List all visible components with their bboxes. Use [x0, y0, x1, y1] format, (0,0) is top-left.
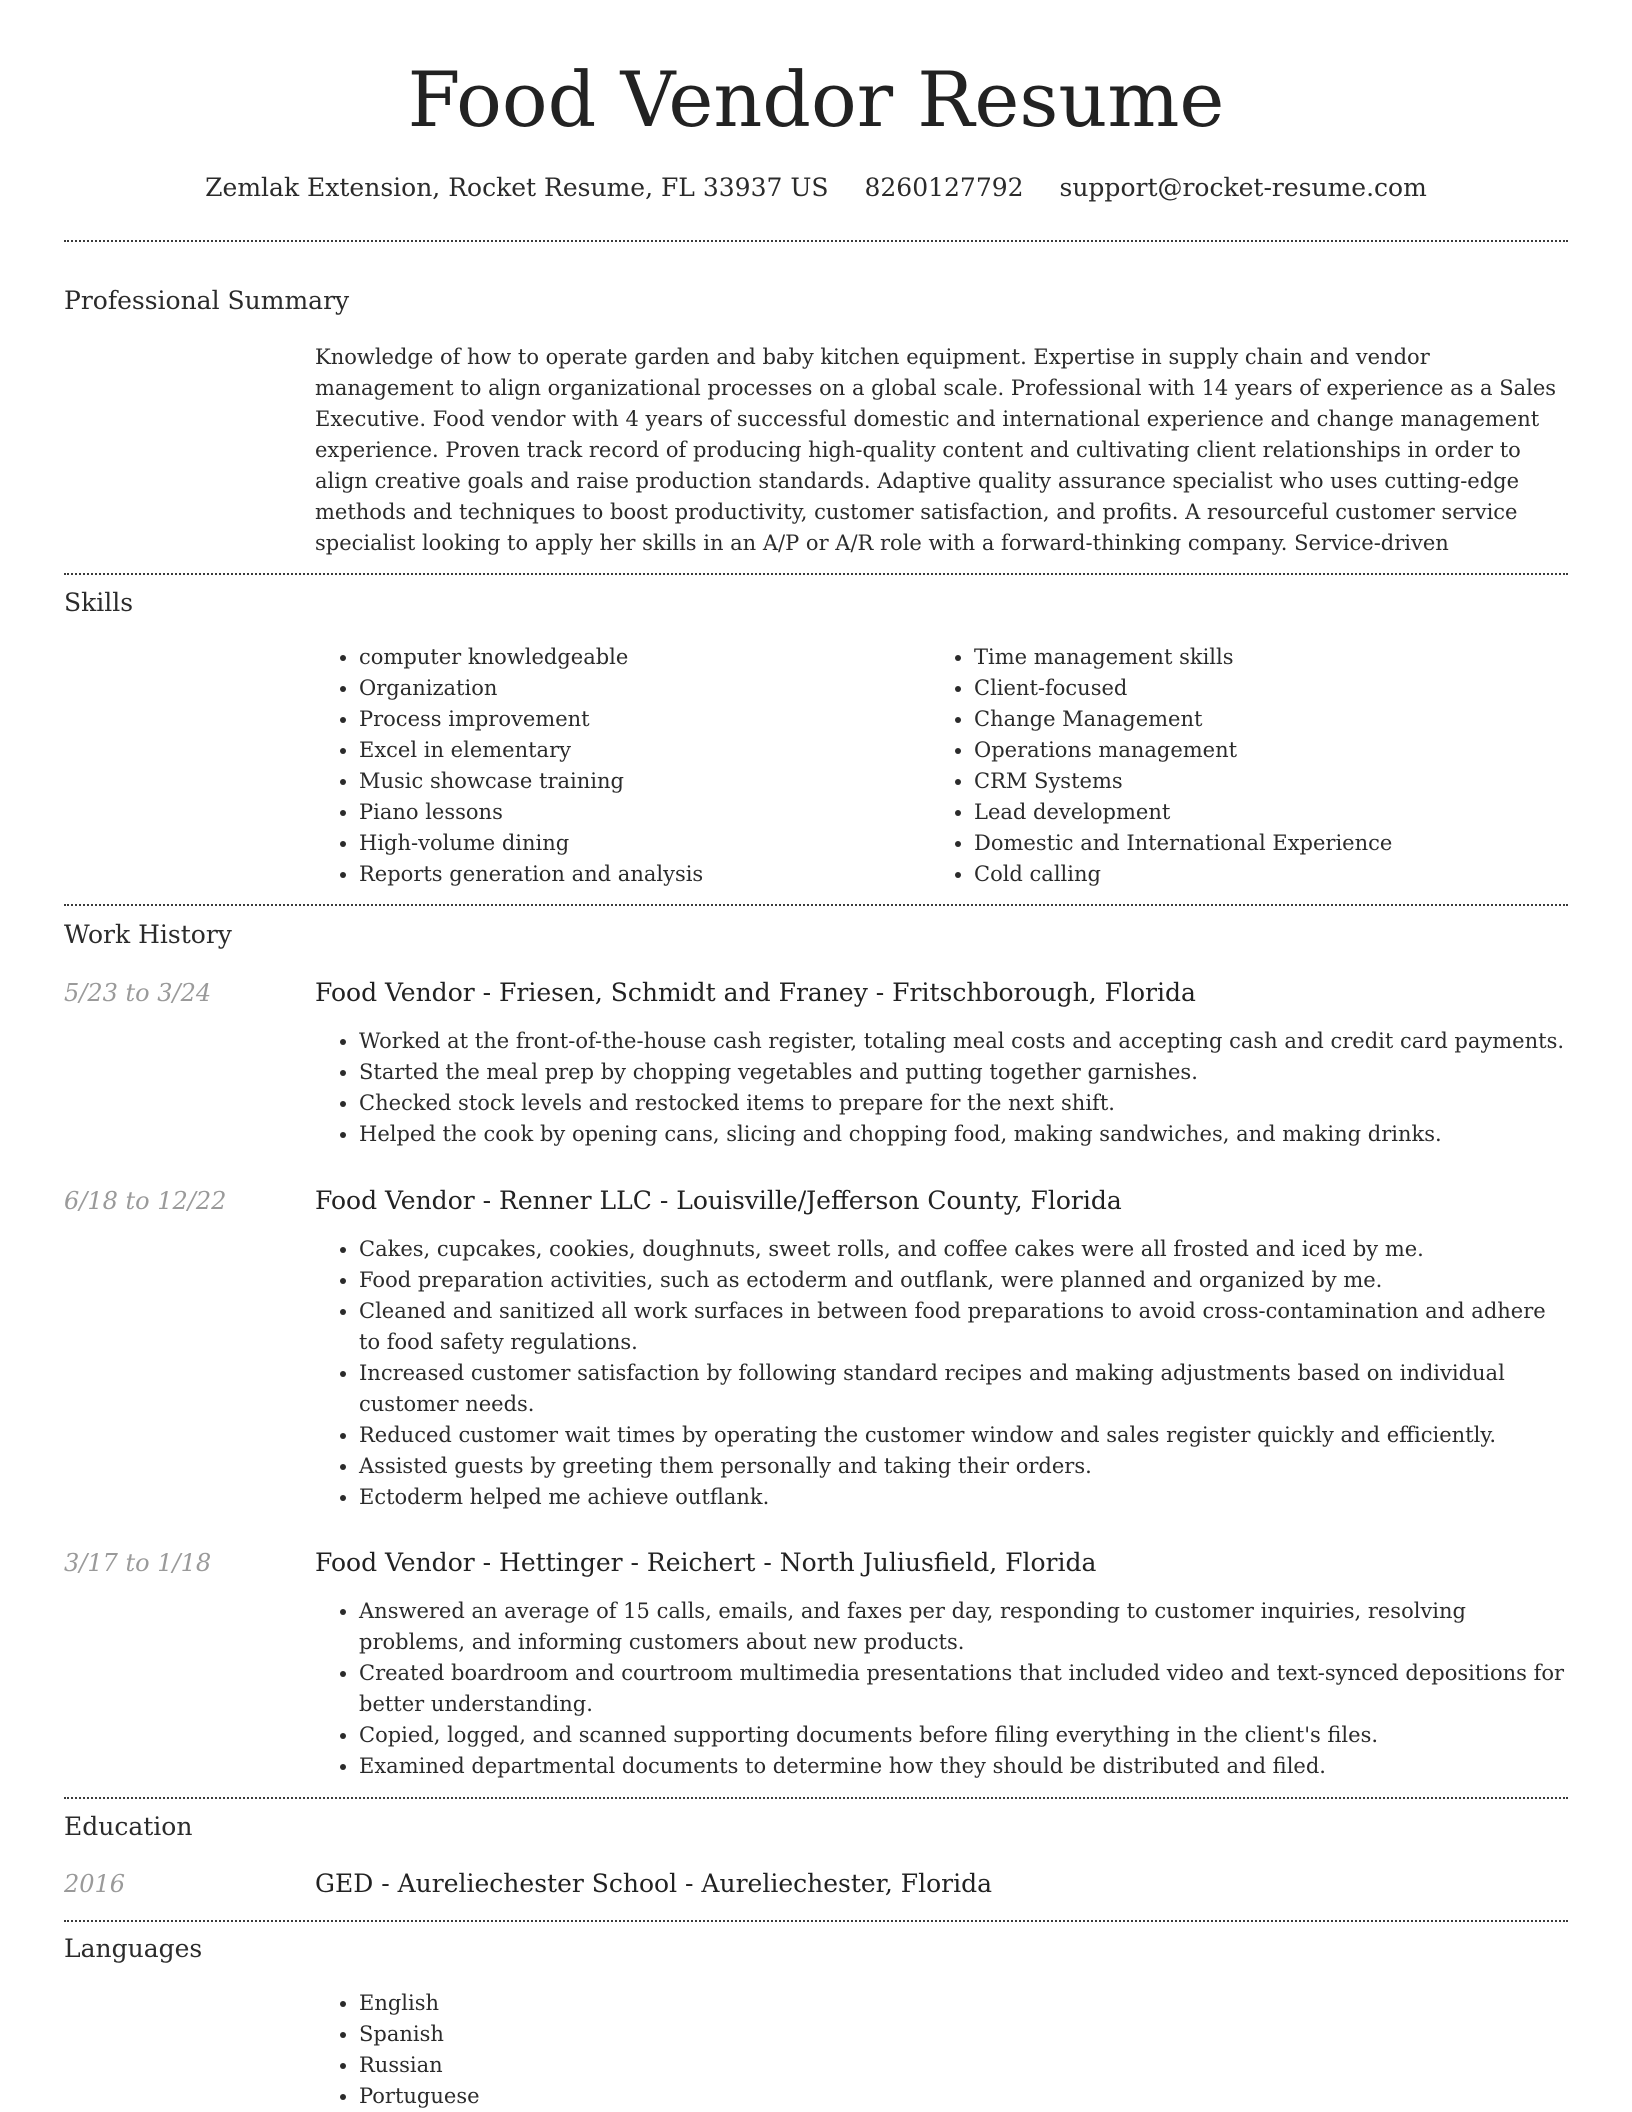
contact-email: support@rocket-resume.com	[1059, 173, 1427, 202]
section-title-languages: Languages	[64, 1934, 203, 1963]
list-item: • Ectoderm helped me achieve outflank.	[359, 1482, 1569, 1513]
list-item: • Russian	[359, 2050, 959, 2081]
job-bullets	[315, 1234, 1569, 1513]
skills-list-right	[930, 642, 1594, 890]
section-title-skills: Skills	[64, 588, 134, 617]
job-bullets	[315, 1596, 1569, 1782]
list-item: • Cakes, cupcakes, cookies, doughnuts, sweet rolls, and coffee cakes were all frosted and iced by me.	[359, 1234, 1569, 1265]
list-item: • Assisted guests by greeting them personally and taking their orders.	[359, 1451, 1569, 1482]
job-title: Food Vendor - Renner LLC - Louisville/Jefferson County, Florida	[315, 1186, 1122, 1215]
list-item: • Excel in elementary	[359, 735, 919, 766]
job-bullets	[315, 1026, 1569, 1150]
list-item: • Started the meal prep by chopping vegetables and putting together garnishes.	[359, 1057, 1569, 1088]
list-item: • Cold calling	[974, 859, 1594, 890]
list-item: • Reduced customer wait times by operating the customer window and sales register quickly and efficiently.	[359, 1420, 1569, 1451]
list-item: • Examined departmental documents to determine how they should be distributed and filed.	[359, 1751, 1569, 1782]
summary-text: Knowledge of how to operate garden and baby kitchen equipment. Expertise in supply chain and vendor management to align organizational processes on a global scale. Professional with 14 years of experience as a Sales Executive. Food vendor with 4 years of successful domestic and international experience and change management experience. Proven track record of producing high-quality content and cultivating client relationships in order to align creative goals and raise production standards. Adaptive quality assurance specialist who uses cutting-edge methods and techniques to boost productivity, customer satisfaction, and profits. A resourceful customer service specialist looking to apply her skills in an A/P or A/R role with a forward-thinking company. Service-driven	[315, 345, 1557, 555]
languages-list	[315, 1988, 959, 2112]
job-dates: 3/17 to 1/18	[64, 1549, 212, 1577]
list-item: • Cleaned and sanitized all work surfaces in between food preparations to avoid cross-contamination and adhere to food safety regulations.	[359, 1296, 1569, 1358]
list-item: • Spanish	[359, 2019, 959, 2050]
list-item: • Checked stock levels and restocked items to prepare for the next shift.	[359, 1088, 1569, 1119]
list-item: • Operations management	[974, 735, 1594, 766]
divider	[64, 573, 1568, 575]
section-title-work: Work History	[64, 920, 232, 949]
job-dates: 6/18 to 12/22	[64, 1187, 227, 1215]
list-item: • Created boardroom and courtroom multimedia presentations that included video and text-synced depositions for better understanding.	[359, 1658, 1569, 1720]
contact-phone: 8260127792	[864, 173, 1024, 202]
section-title-education: Education	[64, 1812, 193, 1841]
list-item: • Time management skills	[974, 642, 1594, 673]
list-item: • Change Management	[974, 704, 1594, 735]
list-item: • Lead development	[974, 797, 1594, 828]
list-item: • Organization	[359, 673, 919, 704]
education-year: 2016	[64, 1870, 126, 1898]
list-item: • Helped the cook by opening cans, slicing and chopping food, making sandwiches, and making drinks.	[359, 1119, 1569, 1150]
contact-address: Zemlak Extension, Rocket Resume, FL 33937 US	[205, 173, 829, 202]
education-entry: GED - Aureliechester School - Aureliechester, Florida	[315, 1869, 993, 1898]
list-item: • Worked at the front-of-the-house cash register, totaling meal costs and accepting cash and credit card payments.	[359, 1026, 1569, 1057]
divider	[64, 240, 1568, 242]
page-title: Food Vendor Resume	[407, 55, 1225, 144]
contact-line	[0, 170, 1632, 206]
list-item: • Copied, logged, and scanned supporting documents before filing everything in the client's files.	[359, 1720, 1569, 1751]
list-item: • Piano lessons	[359, 797, 919, 828]
list-item: • CRM Systems	[974, 766, 1594, 797]
list-item: • High-volume dining	[359, 828, 919, 859]
list-item: • Food preparation activities, such as ectoderm and outflank, were planned and organized by me.	[359, 1265, 1569, 1296]
list-item: • computer knowledgeable	[359, 642, 919, 673]
list-item: • Domestic and International Experience	[974, 828, 1594, 859]
divider	[64, 1797, 1568, 1799]
list-item: • Answered an average of 15 calls, emails, and faxes per day, responding to customer inquiries, resolving problems, and informing customers about new products.	[359, 1596, 1569, 1658]
list-item: • Process improvement	[359, 704, 919, 735]
job-title: Food Vendor - Friesen, Schmidt and Franey - Fritschborough, Florida	[315, 978, 1196, 1007]
job-dates: 5/23 to 3/24	[64, 979, 212, 1007]
list-item: • English	[359, 1988, 959, 2019]
list-item: • Client-focused	[974, 673, 1594, 704]
list-item: • Music showcase training	[359, 766, 919, 797]
list-item: • Portuguese	[359, 2081, 959, 2112]
list-item: • Reports generation and analysis	[359, 859, 919, 890]
list-item: • Increased customer satisfaction by following standard recipes and making adjustments based on individual customer needs.	[359, 1358, 1569, 1420]
section-title-summary: Professional Summary	[64, 286, 350, 315]
divider	[64, 904, 1568, 906]
skills-list-left	[315, 642, 919, 890]
divider	[64, 1920, 1568, 1922]
job-title: Food Vendor - Hettinger - Reichert - North Juliusfield, Florida	[315, 1548, 1097, 1577]
